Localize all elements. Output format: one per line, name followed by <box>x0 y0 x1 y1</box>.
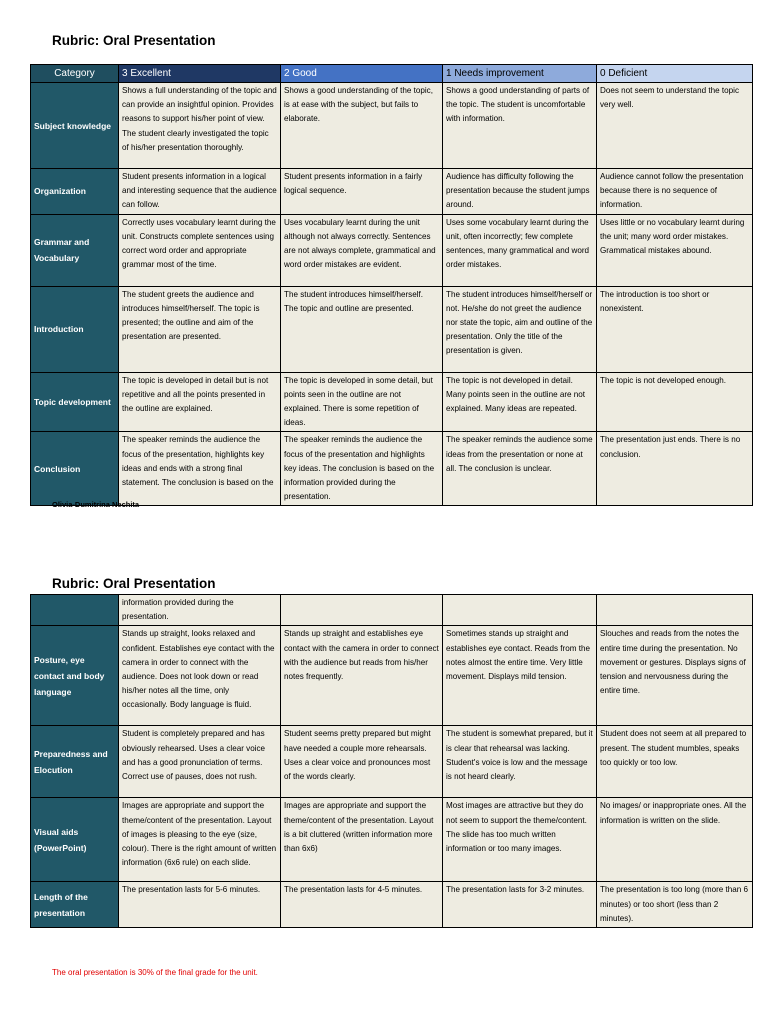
header-category: Category <box>31 65 119 83</box>
rubric-cell: Does not seem to understand the topic very well. <box>597 83 753 169</box>
page-title: Rubric: Oral Presentation <box>52 33 216 48</box>
rubric-cell: The presentation lasts for 5-6 minutes. <box>119 882 281 928</box>
rubric-cell: Stands up straight, looks relaxed and confident. Establishes eye contact with the camera in order to connect with the audience. Does not look down or read his/her notes all the time, only occasionally. Body language is fluid. <box>119 626 281 726</box>
rubric-cell: The speaker reminds the audience the focus of the presentation and highlights key ideas. The conclusion is based on the information provided during the presentation. <box>281 432 443 506</box>
table-row <box>31 798 753 882</box>
header-excellent: 3 Excellent <box>119 65 281 83</box>
rubric-cell: Stands up straight and establishes eye contact with the camera in order to connect with the audience but reads from his/her notes frequently. <box>281 626 443 726</box>
rubric-cell: Shows a full understanding of the topic and can provide an insightful opinion. Provides reasons to support his/her point of view. The student clearly investigated the topic of his/her presentation thoroughly. <box>119 83 281 169</box>
rubric-cell: Student presents information in a logical and interesting sequence that the audience can follow. <box>119 169 281 215</box>
table-row <box>31 169 753 215</box>
rubric-cell: The topic is not developed enough. <box>597 372 753 432</box>
rubric-cell: Shows a good understanding of the topic, is at ease with the subject, but fails to elaborate. <box>281 83 443 169</box>
rubric-cell: information provided during the presentation. <box>119 595 281 626</box>
rubric-cell: The student is somewhat prepared, but it is clear that rehearsal was lacking. Student's voice is low and the message is not heard clearly. <box>443 726 597 798</box>
table-row <box>31 372 753 432</box>
rubric-cell: Slouches and reads from the notes the entire time during the presentation. No movement or gestures. Displays signs of tension and nervousness during the entire time. <box>597 626 753 726</box>
rubric-cell: The presentation lasts for 3-2 minutes. <box>443 882 597 928</box>
table-row <box>31 882 753 928</box>
rubric-table <box>30 594 753 928</box>
table-row <box>31 726 753 798</box>
category-cell <box>31 595 119 626</box>
category-cell: Preparedness and Elocution <box>31 726 119 798</box>
rubric-cell: Uses some vocabulary learnt during the unit, often incorrectly; few complete sentences, many grammatical and word order mistakes. <box>443 214 597 286</box>
table-row <box>31 595 753 626</box>
rubric-cell: Sometimes stands up straight and establishes eye contact. Reads from the notes almost the entire time. Very little movement. Displays mild tension. <box>443 626 597 726</box>
rubric-cell: Student presents information in a fairly logical sequence. <box>281 169 443 215</box>
rubric-cell: The topic is developed in detail but is not repetitive and all the points presented in the outline are explained. <box>119 372 281 432</box>
table-header-row <box>31 65 753 83</box>
table-row <box>31 626 753 726</box>
rubric-cell <box>281 595 443 626</box>
table-row <box>31 83 753 169</box>
header-needs-improvement: 1 Needs improvement <box>443 65 597 83</box>
rubric-cell: The presentation lasts for 4-5 minutes. <box>281 882 443 928</box>
rubric-cell: The student introduces himself/herself. The topic and outline are presented. <box>281 286 443 372</box>
rubric-cell: Audience has difficulty following the presentation because the student jumps around. <box>443 169 597 215</box>
category-cell: Introduction <box>31 286 119 372</box>
table-row <box>31 214 753 286</box>
rubric-cell: Audience cannot follow the presentation because there is no sequence of information. <box>597 169 753 215</box>
category-cell: Length of the presentation <box>31 882 119 928</box>
rubric-cell <box>443 595 597 626</box>
rubric-cell: Most images are attractive but they do not seem to support the theme/content. The slide has too much written information or too many images. <box>443 798 597 882</box>
category-cell: Subject knowledge <box>31 83 119 169</box>
rubric-cell: Images are appropriate and support the theme/content of the presentation. Layout of images is pleasing to the eye (size, colour). There is the right amount of written information (6x6 rule) on each slide. <box>119 798 281 882</box>
rubric-cell: The presentation just ends. There is no conclusion. <box>597 432 753 506</box>
category-cell: Grammar and Vocabulary <box>31 214 119 286</box>
header-good: 2 Good <box>281 65 443 83</box>
page-title: Rubric: Oral Presentation <box>52 576 216 591</box>
table-row <box>31 286 753 372</box>
rubric-cell: The speaker reminds the audience some ideas from the presentation or none at all. The conclusion is unclear. <box>443 432 597 506</box>
rubric-cell: Uses little or no vocabulary learnt during the unit; many word order mistakes. Grammatical mistakes abound. <box>597 214 753 286</box>
rubric-cell: No images/ or inappropriate ones. All the information is written on the slide. <box>597 798 753 882</box>
rubric-cell: Student does not seem at all prepared to present. The student mumbles, speaks too quickly or too low. <box>597 726 753 798</box>
author-name: Olivia-Dumitrina Nechita <box>52 500 140 509</box>
rubric-cell: The topic is developed in some detail, but points seen in the outline are not explained. There is some repetition of ideas. <box>281 372 443 432</box>
rubric-cell: The presentation is too long (more than 6 minutes) or too short (less than 2 minutes). <box>597 882 753 928</box>
category-cell: Visual aids (PowerPoint) <box>31 798 119 882</box>
rubric-cell: The topic is not developed in detail. Many points seen in the outline are not explained. Many ideas are repeated. <box>443 372 597 432</box>
header-deficient: 0 Deficient <box>597 65 753 83</box>
category-cell: Conclusion <box>31 432 119 506</box>
rubric-cell: The student greets the audience and introduces himself/herself. The topic is presented; the outline and aim of the presentation are presented. <box>119 286 281 372</box>
category-cell: Posture, eye contact and body language <box>31 626 119 726</box>
rubric-cell: Uses vocabulary learnt during the unit although not always correctly. Sentences are not always complete, grammatical and word order mistakes are evident. <box>281 214 443 286</box>
rubric-cell: Student seems pretty prepared but might have needed a couple more rehearsals. Uses a clear voice and pronounces most of the words clearly. <box>281 726 443 798</box>
rubric-cell <box>597 595 753 626</box>
table-row <box>31 432 753 506</box>
rubric-cell: Correctly uses vocabulary learnt during the unit. Constructs complete sentences using correct word order and appropriate grammar most of the time. <box>119 214 281 286</box>
rubric-table <box>30 64 753 506</box>
rubric-cell: The student introduces himself/herself or not. He/she do not greet the audience nor state the topic, aim and outline of the presentation. Only the title of the presentation is given. <box>443 286 597 372</box>
category-cell: Topic development <box>31 372 119 432</box>
rubric-cell: The speaker reminds the audience the focus of the presentation, highlights key ideas and ends with a strong final statement. The conclusion is based on the <box>119 432 281 506</box>
grade-note: The oral presentation is 30% of the final grade for the unit. <box>52 968 258 977</box>
rubric-cell: Shows a good understanding of parts of the topic. The student is uncomfortable with information. <box>443 83 597 169</box>
rubric-cell: The introduction is too short or nonexistent. <box>597 286 753 372</box>
rubric-cell: Student is completely prepared and has obviously rehearsed. Uses a clear voice and has a good pronunciation of terms. Correct use of pauses, does not rush. <box>119 726 281 798</box>
rubric-cell: Images are appropriate and support the theme/content of the presentation. Layout is a bit cluttered (written information more than 6x6) <box>281 798 443 882</box>
category-cell: Organization <box>31 169 119 215</box>
